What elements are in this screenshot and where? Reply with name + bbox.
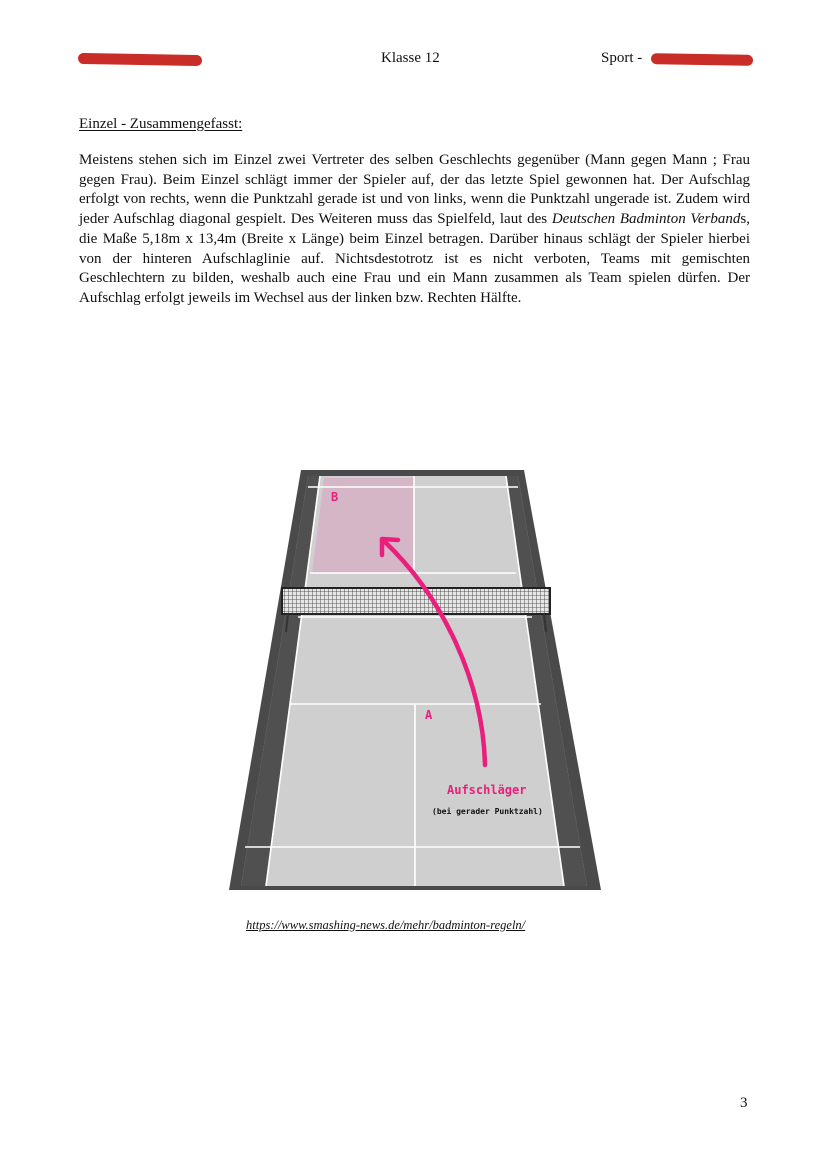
badminton-court-figure [228,467,602,892]
paragraph-part-2: s, die Maße 5,18m x 13,4m (Breite x Länge) beim Einzel betragen. Darüber hinaus schlägt der Spieler hierbei von der hinteren Aufschlaglinie auf. Nichtsdestotrotz ist es nicht verboten, Teams mit gemischten Geschlechtern zu bilden, weshalb auch eine Frau und ein Mann zusammen als Team spielen dürfen. Der Aufschlag erfolgt jeweils im Wechsel aus der linken bzw. Rechten Hälfte. [79,211,750,306]
page-number: 3 [740,1095,748,1111]
header-class: Klasse 12 [381,50,440,66]
redaction-mark [651,53,753,66]
section-title: Einzel - Zusammengefasst: [79,116,243,132]
header-author-redacted [78,50,202,68]
server-note: (bei gerader Punktzahl) [432,807,543,816]
label-a: A [425,708,433,722]
paragraph-part-1: Meistens stehen sich im Einzel zwei Vertreter des selben Geschlechts gegenüber (Mann gegen Mann ; Frau gegen Frau). Beim Einzel schlägt immer der Spieler auf, der das letzte Spiel gewonnen hat. Der Aufschlag erfolgt von rechts, wenn die Punktzahl gerade ist und von links, wenn die Punktzahl ungerade ist. Zudem wird jeder Aufschlag diagonal gespielt. Des Weiteren muss das Spielfeld, laut des [79,152,750,228]
server-label: Aufschläger [447,783,527,797]
label-b: B [331,490,339,504]
net [282,588,550,614]
header-subject: Sport - [601,50,643,66]
header-teacher-redacted [651,50,753,68]
paragraph-emphasis: Deutschen Badminton Verband [551,211,741,228]
court-svg [228,467,602,892]
redaction-mark [78,53,202,66]
body-paragraph [79,151,750,309]
source-link[interactable]: https://www.smashing-news.de/mehr/badminton-regeln/ [246,918,526,932]
